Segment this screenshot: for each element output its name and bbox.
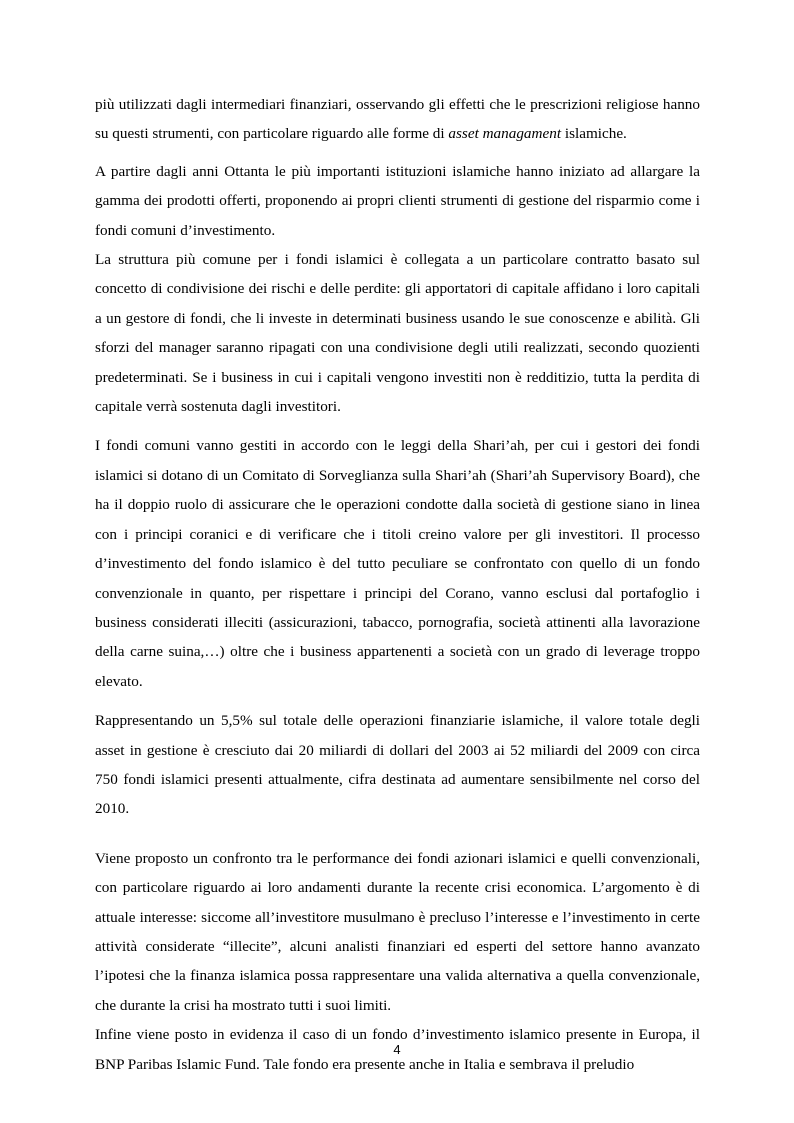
paragraph-fund-structure: La struttura più comune per i fondi islamici è collegata a un particolare contratto basato sul concetto di condivisione dei rischi e delle perdite: gli apportatori di capitale affidano i loro capitali a un gestore di fondi, che li investe in determinati business usando le sue conoscenze e abilità. Gli sforzi del manager saranno ripagati con una condivisione degli utili realizzati, secondo quozienti predeterminati. Se i business in cui i capitali vengono investiti non è redditizio, tutta la perdita di capitale verrà sostenuta dagli investitori. <box>95 251 700 416</box>
paragraph-performance-comparison: Viene proposto un confronto tra le performance dei fondi azionari islamici e quelli convenzionali, con particolare riguardo ai loro andamenti durante la recente crisi economica. L’argomento è di attuale interesse: siccome all’investitore musulmano è precluso l’interesse e l’investimento in certe attività considerate “illecite”, alcuni analisti finanziari ed esperti del settore hanno avanzato l’ipotesi che la finanza islamica possa rappresentare una valida alternativa a quella convenzionale, che durante la crisi ha mostrato tutti i suoi limiti. <box>95 849 700 1014</box>
emphasis-text: asset managament <box>448 125 562 143</box>
document-body <box>95 90 700 1079</box>
paragraph-shariah-board: I fondi comuni vanno gestiti in accordo con le leggi della Shari’ah, per cui i gestori dei fondi islamici si dotano di un Comitato di Sorveglianza sulla Shari’ah (Shari’ah Supervisory Board), che ha il doppio ruolo di assicurare che le operazioni condotte dalla società di gestione siano in linea con i principi coranici e di verificare che i titoli creino valore per gli investitori. Il processo d’investimento del fondo islamico è del tutto peculiare se confrontato con quello di un fondo convenzionale in quanto, per rispettare i principi del Corano, vanno esclusi dal portafoglio i business considerati illeciti (assicurazioni, tabacco, pornografia, società attinenti alla lavorazione della carne suina,…) oltre che i business appartenenti a società con un grado di leverage troppo elevato. <box>95 437 700 690</box>
page-number: 4 <box>393 1042 401 1057</box>
paragraph-asset-growth: Rappresentando un 5,5% sul totale delle operazioni finanziarie islamiche, il valore totale degli asset in gestione è cresciuto dai 20 miliardi di dollari del 2003 ai 52 miliardi del 2009 con circa 750 fondi islamici presenti attualmente, cifra destinata ad aumentare sensibilmente nel corso del 2010. <box>95 712 700 818</box>
paragraph-text: più utilizzati dagli intermediari finanziari, osservando gli effetti che le prescrizioni religiose hanno su questi strumenti, con particolare riguardo alle forme di <box>95 96 700 143</box>
paragraph-islamic-institutions: A partire dagli anni Ottanta le più importanti istituzioni islamiche hanno iniziato ad allargare la gamma dei prodotti offerti, proponendo ai propri clienti strumenti di gestione del risparmio come i fondi comuni d’investimento. <box>95 162 700 239</box>
paragraph-text: islamiche. <box>561 125 627 143</box>
paragraph-asset-management <box>95 90 700 149</box>
paragraph-bnp-paribas: Infine viene posto in evidenza il caso di un fondo d’investimento islamico presente in Europa, il BNP Paribas Islamic Fund. Tale fondo era presente anche in Italia e sembrava il preludio <box>95 1026 700 1073</box>
